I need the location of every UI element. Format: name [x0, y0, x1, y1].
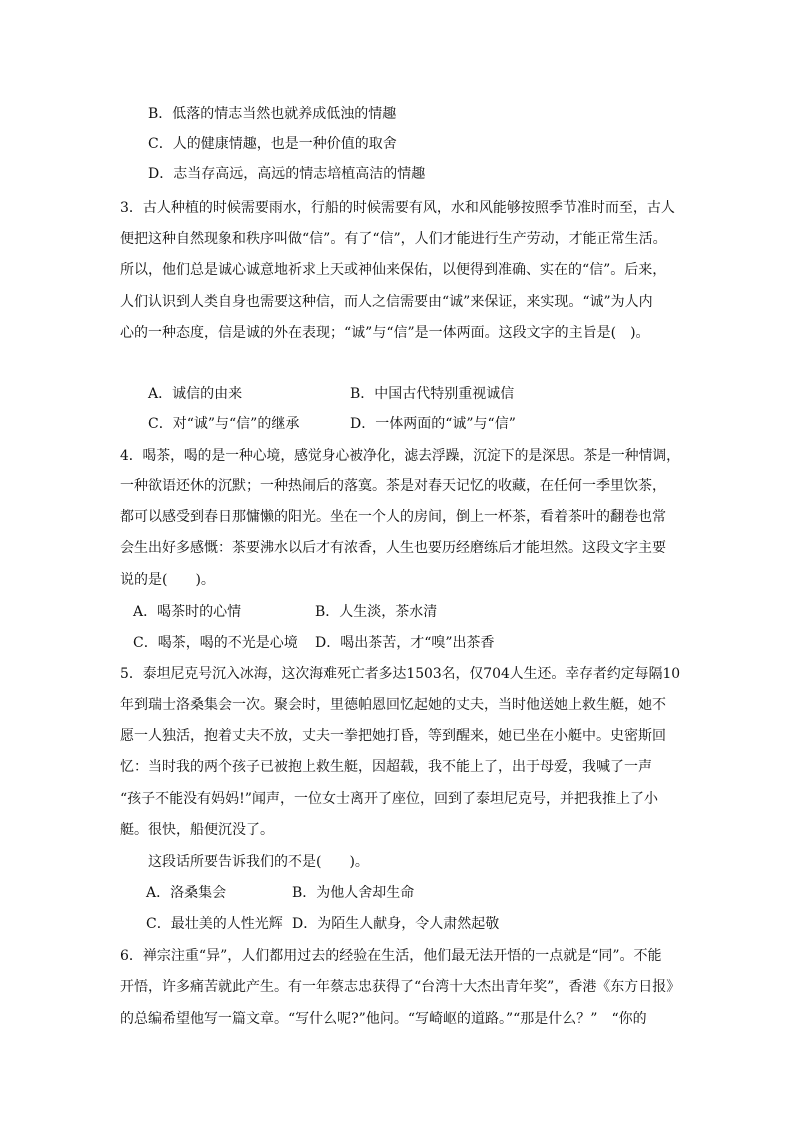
q4-option-c: C．喝茶，喝的不光是心境	[133, 635, 298, 651]
q5-stem-line-6: 艇。很快，船便沉没了。	[120, 822, 274, 838]
q5-option-c: C．最壮美的人性光辉	[146, 916, 283, 932]
q4-option-b: B．人生淡，茶水清	[315, 604, 438, 620]
q3-option-a: A．诚信的由来	[148, 386, 243, 402]
q5-option-a: A．洛桑集会	[146, 885, 227, 901]
q5-question: 这段话所要告诉我们的不是( )。	[148, 854, 369, 870]
q6-stem-line-1: 6．禅宗注重“异”，人们都用过去的经验在生活，他们最无法开悟的一点就是“同”。不能	[120, 948, 662, 964]
q5-stem-line-5: “孩子不能没有妈妈!”闻声，一位女士离开了座位，回到了泰坦尼克号，并把我推上了小	[120, 791, 658, 807]
q5-stem-line-1: 5．泰坦尼克号沉入冰海，这次海难死亡者多达1503名，仅704人生还。幸存者约定每隔10	[120, 666, 681, 682]
q5-option-b: B．为他人舍却生命	[292, 885, 415, 901]
q4-option-d: D．喝出茶苦，才“嗅”出茶香	[315, 635, 495, 651]
q5-option-d: D．为陌生人献身，令人肃然起敬	[292, 916, 500, 932]
q3-option-b: B．中国古代特别重视诚信	[350, 386, 515, 402]
q3-stem-line-4: 人们认识到人类自身也需要这种信，而人之信需要由“诚”来保证，来实现。“诚”为人内	[120, 294, 653, 310]
q3-option-c: C．对“诚”与“信”的继承	[148, 416, 300, 432]
q2-option-c: C．人的健康情趣，也是一种价值的取舍	[148, 136, 397, 152]
q4-stem-line-1: 4．喝茶，喝的是一种心境，感觉身心被净化，滤去浮躁，沉淀下的是深思。茶是一种情调，	[120, 448, 680, 464]
q4-stem-line-5: 说的是( )。	[120, 572, 215, 588]
q2-option-b: B．低落的情志当然也就养成低浊的情趣	[148, 106, 397, 122]
q5-stem-line-3: 愿一人独活，抱着丈夫不放，丈夫一拳把她打昏，等到醒来，她已坐在小艇中。史密斯回	[120, 728, 666, 744]
q3-stem-line-2: 便把这种自然现象和秩序叫做“信”。有了“信”，人们才能进行生产劳动，才能正常生活。	[120, 231, 667, 247]
q6-stem-line-2: 开悟，许多痛苦就此产生。有一年蔡志忠获得了“台湾十大杰出青年奖”，香港《东方日报》	[120, 979, 681, 995]
q3-stem-line-5: 心的一种态度，信是诚的外在表现；“诚”与“信”是一体两面。这段文字的主旨是( )。	[120, 325, 650, 341]
q6-stem-line-3: 的总编希望他写一篇文章。“写什么呢?”他问。“写崎岖的道路。”“那是什么？” “你的	[120, 1011, 647, 1027]
q4-stem-line-3: 都可以感受到春日那慵懒的阳光。坐在一个人的房间，倒上一杯茶，看着茶叶的翻卷也常	[120, 509, 666, 525]
q5-stem-line-2: 年到瑞士洛桑集会一次。聚会时，里德帕恩回忆起她的丈夫，当时他送她上救生艇，她不	[120, 697, 666, 713]
q4-option-a: A．喝茶时的心情	[133, 604, 242, 620]
q4-stem-line-4: 会生出好多感慨：茶要沸水以后才有浓香，人生也要历经磨练后才能坦然。这段文字主要	[120, 540, 666, 556]
q4-stem-line-2: 一种欲语还休的沉默；一种热闹后的落寞。茶是对春天记忆的收藏，在任何一季里饮茶，	[120, 478, 666, 494]
q3-stem-line-3: 所以，他们总是诚心诚意地祈求上天或神仙来保佑，以便得到准确、实在的“信”。后来，	[120, 262, 667, 278]
q3-option-d: D．一体两面的“诚”与“信”	[350, 416, 516, 432]
q3-stem-line-1: 3．古人种植的时候需要雨水，行船的时候需要有风，水和风能够按照季节准时而至，古人	[120, 200, 675, 216]
q2-option-d: D．志当存高远，高远的情志培植高洁的情趣	[148, 166, 426, 182]
q5-stem-line-4: 忆：当时我的两个孩子已被抱上救生艇，因超载，我不能上了，出于母爱，我喊了一声	[120, 759, 652, 775]
